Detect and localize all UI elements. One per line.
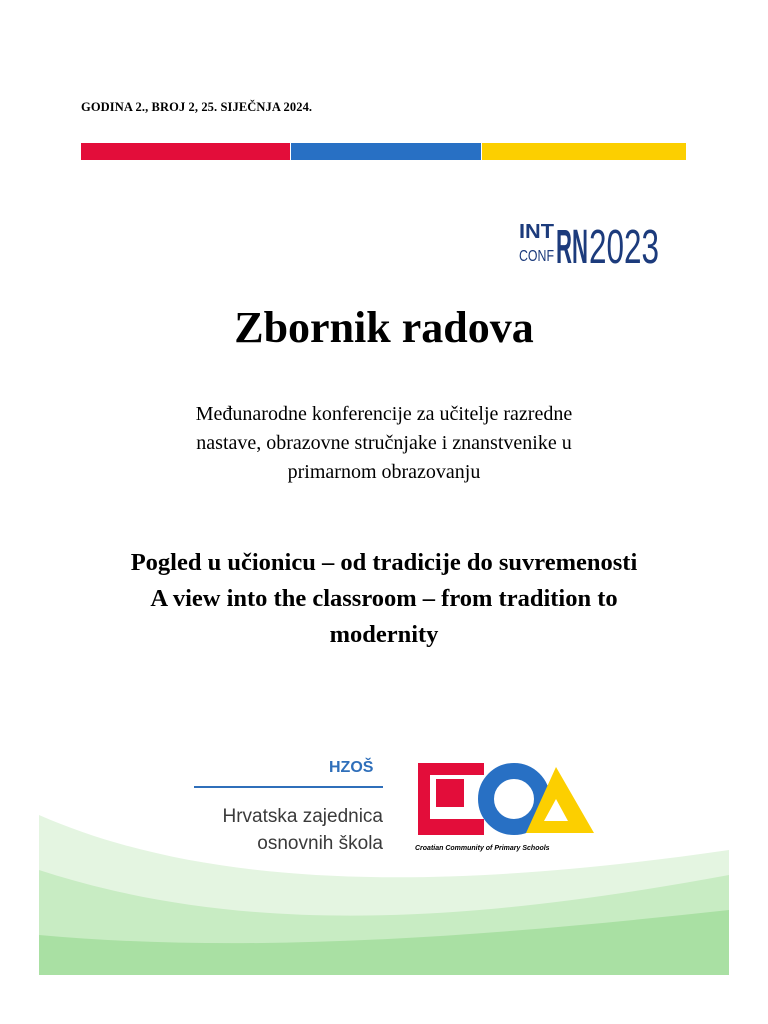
background-waves	[39, 815, 729, 975]
logo-year: 2023	[589, 221, 659, 274]
stripe-blue	[291, 143, 481, 160]
ccps-caption: Croatian Community of Primary Schools	[415, 845, 550, 852]
subtitle-line: primarnom obrazovanju	[287, 461, 481, 483]
hzos-name-line: Hrvatska zajednica	[222, 806, 383, 827]
document-page	[39, 40, 729, 975]
logo-conf: CONF	[519, 248, 555, 265]
conference-subtitle	[134, 400, 634, 487]
ccps-red-block	[436, 779, 464, 807]
subtitle-line: nastave, obrazovne stručnjake i znanstvenike u	[196, 432, 572, 454]
conference-logo	[517, 215, 667, 275]
conference-theme	[69, 545, 699, 653]
subtitle-line: Međunarodne konferencije za učitelje razredne	[195, 403, 573, 425]
theme-line: Pogled u učionicu – od tradicije do suvremenosti	[130, 549, 638, 576]
issue-line: GODINA 2., BROJ 2, 25. SIJEČNJA 2024.	[81, 100, 313, 114]
hzos-abbreviation: HZOŠ	[329, 759, 374, 776]
hzos-divider	[194, 786, 383, 788]
stripe-yellow	[482, 143, 686, 160]
stripe-red	[81, 143, 290, 160]
logo-int: INT	[519, 221, 554, 243]
document-title: Zbornik radova	[234, 303, 534, 352]
theme-line: A view into the classroom – from tradition to	[150, 585, 618, 612]
hzos-name-line: osnovnih škola	[257, 833, 383, 854]
theme-line: modernity	[329, 621, 439, 648]
logo-rn: RN	[556, 221, 588, 274]
